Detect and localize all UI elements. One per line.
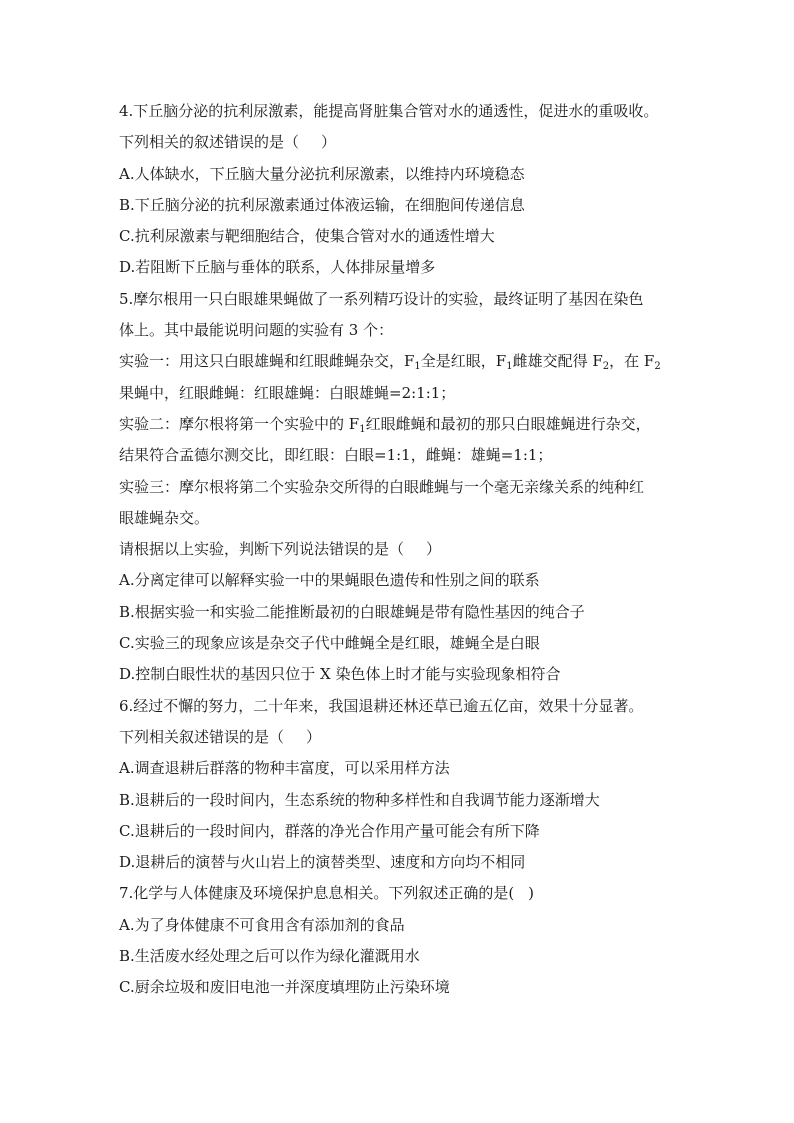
question-block	[119, 96, 689, 1004]
q7-option-a: A.为了身体健康不可食用含有添加剂的食品	[119, 915, 405, 934]
q4-option-c: C.抗利尿激素与靶细胞结合，使集合管对水的通透性增大	[119, 227, 495, 246]
q6-paren-close: ）	[306, 727, 322, 746]
q7-stem	[119, 878, 689, 909]
q7-option-c: C.厨余垃圾和废旧电池一并深度填埋防止污染环境	[119, 978, 450, 997]
exp1-text-1: 实验一：用这只白眼雄蝇和红眼雌蝇杂交，F	[119, 352, 415, 371]
q5-option-d: D.控制白眼性状的基因只位于 X 染色体上时才能与实验现象相符合	[119, 665, 561, 684]
q4-stem-text: 下列相关的叙述错误的是（	[119, 133, 300, 152]
q5-exp1-line2: 果蝇中，红眼雌蝇：红眼雄蝇：白眼雄蝇=2:1:1；	[119, 383, 456, 402]
q5-question-text: 请根据以上实验，判断下列说法错误的是（	[119, 540, 405, 559]
q5-exp3-line2: 眼雄蝇杂交。	[119, 508, 210, 527]
exp2-text-2: 红眼雌蝇和最初的那只白眼雄蝇进行杂交，	[365, 414, 651, 433]
subscript: 2	[602, 361, 610, 373]
q4-stem-line2	[119, 127, 689, 158]
q6-option-d: D.退耕后的演替与火山岩上的演替类型、速度和方向均不相同	[119, 853, 526, 872]
q7-paren-close: )	[528, 884, 535, 903]
subscript: 1	[414, 361, 421, 373]
q5-option-b: B.根据实验一和实验二能推断最初的白眼雄蝇是带有隐性基因的纯合子	[119, 602, 585, 621]
q6-stem-text: 下列相关叙述错误的是（	[119, 727, 285, 746]
q6-option-b: B.退耕后的一段时间内，生态系统的物种多样性和自我调节能力逐渐增大	[119, 790, 600, 809]
q5-stem-line1: 5.摩尔根用一只白眼雄果蝇做了一系列精巧设计的实验，最终证明了基因在染色	[119, 289, 644, 308]
q5-question	[119, 534, 689, 565]
subscript: 2	[654, 361, 661, 373]
q5-stem-line2: 体上。其中最能说明问题的实验有 3 个：	[119, 321, 394, 340]
q6-stem-line1: 6.经过不懈的努力，二十年来，我国退耕还林还草已逾五亿亩，效果十分显著。	[119, 696, 644, 715]
q6-stem-line2	[119, 722, 689, 753]
q5-exp2-line1	[119, 409, 689, 440]
exp1-text-3: 雌雄交配得 F	[512, 352, 603, 371]
q5-exp1-line1	[119, 346, 689, 377]
q6-option-c: C.退耕后的一段时间内，群落的净光合作用产量可能会有所下降	[119, 821, 540, 840]
exp2-text-1: 实验二：摩尔根将第一个实验中的 F	[119, 414, 360, 433]
q5-option-c: C.实验三的现象应该是杂交子代中雌蝇全是红眼，雄蝇全是白眼	[119, 634, 540, 653]
exp1-text-2: 全是红眼，F	[420, 352, 507, 371]
q7-stem-text: 7.化学与人体健康及环境保护息息相关。下列叙述正确的是(	[119, 884, 515, 903]
q4-stem-line1: 4.下丘脑分泌的抗利尿激素，能提高肾脏集合管对水的通透性，促进水的重吸收。	[119, 102, 659, 120]
q5-exp3-line1: 实验三：摩尔根将第二个实验杂交所得的白眼雌蝇与一个毫无亲缘关系的纯种红	[119, 477, 645, 496]
q4-option-d: D.若阻断下丘脑与垂体的联系，人体排尿量增多	[119, 258, 436, 277]
q4-paren-close: ）	[321, 133, 337, 152]
q4-option-a: A.人体缺水，下丘脑大量分泌抗利尿激素，以维持内环境稳态	[119, 164, 525, 183]
q4-option-b: B.下丘脑分泌的抗利尿激素通过体液运输，在细胞间传递信息	[119, 195, 525, 214]
subscript: 1	[506, 361, 513, 373]
q5-option-a: A.分离定律可以解释实验一中的果蝇眼色遗传和性别之间的联系	[119, 571, 540, 590]
q5-paren-close: ）	[426, 540, 442, 559]
subscript: 1	[359, 423, 366, 435]
q5-exp2-line2: 结果符合孟德尔测交比，即红眼：白眼=1:1，雌蝇：雄蝇=1:1；	[119, 446, 553, 465]
q7-option-b: B.生活废水经处理之后可以作为绿化灌溉用水	[119, 947, 420, 966]
exp1-text-4: ，在 F	[609, 352, 655, 371]
q6-option-a: A.调查退耕后群落的物种丰富度，可以采用样方法	[119, 759, 450, 778]
